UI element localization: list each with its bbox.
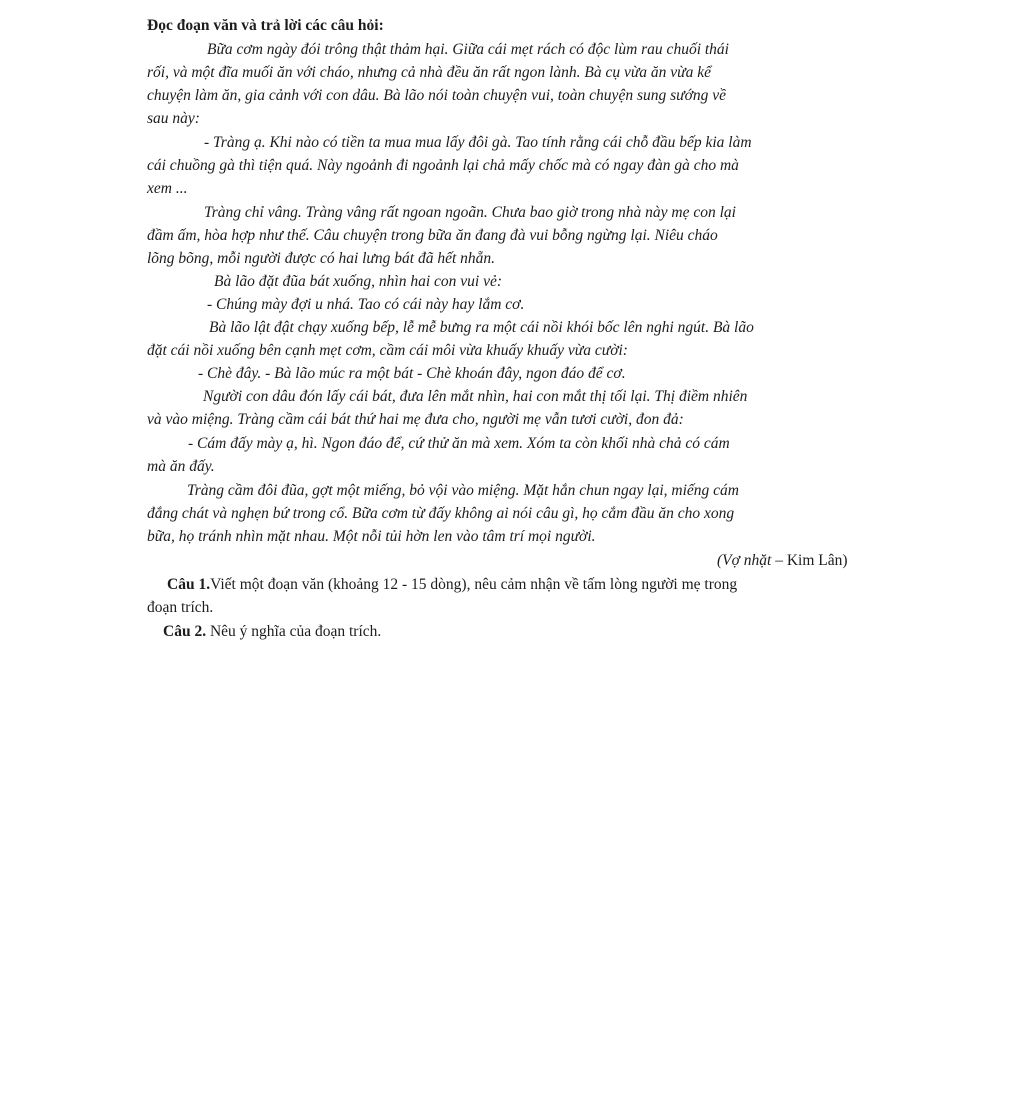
- passage-line: - Chúng mày đợi u nhá. Tao có cái này hay lắm cơ.: [207, 296, 525, 313]
- passage-line: Bà lão đặt đũa bát xuống, nhìn hai con vui vẻ:: [214, 273, 502, 290]
- question-2-text: Nêu ý nghĩa của đoạn trích.: [206, 623, 382, 640]
- passage-line: mà ăn đấy.: [147, 458, 215, 475]
- question-2: [163, 622, 381, 642]
- question-2-label: Câu 2.: [163, 623, 207, 640]
- source-title: (Vợ nhặt: [717, 552, 772, 569]
- question-1-continuation: đoạn trích.: [147, 599, 214, 616]
- question-1: [167, 575, 737, 595]
- source-citation: [717, 551, 848, 571]
- passage-line: đầm ấm, hòa hợp như thế. Câu chuyện trong bữa ăn đang đà vui bỗng ngừng lại. Niêu cháo: [147, 227, 718, 244]
- question-1-text: Viết một đoạn văn (khoảng 12 - 15 dòng), nêu cảm nhận về tấm lòng người mẹ trong: [210, 576, 738, 593]
- passage-line: cái chuồng gà thì tiện quá. Này ngoảnh đi ngoảnh lại chả mấy chốc mà có ngay đàn gà cho mà: [147, 157, 739, 174]
- passage-line: xem ...: [147, 180, 188, 197]
- passage-line: Bà lão lật đật chạy xuống bếp, lễ mễ bưng ra một cái nồi khói bốc lên nghi ngút. Bà lão: [209, 319, 754, 336]
- instruction-heading: Đọc đoạn văn và trả lời các câu hỏi:: [147, 17, 384, 34]
- passage-line: lõng bõng, mỗi người được có hai lưng bát đã hết nhẵn.: [147, 250, 496, 267]
- passage-line: - Cám đấy mày ạ, hì. Ngon đáo để, cứ thử ăn mà xem. Xóm ta còn khối nhà chả có cám: [188, 435, 730, 452]
- passage-line: - Tràng ạ. Khi nào có tiền ta mua mua lấy đôi gà. Tao tính rằng cái chỗ đầu bếp kia làm: [204, 134, 752, 151]
- passage-line: Người con dâu đón lấy cái bát, đưa lên mắt nhìn, hai con mắt thị tối lại. Thị điềm nhiên: [203, 388, 748, 405]
- passage-line: đắng chát và nghẹn bứ trong cổ. Bữa cơm từ đấy không ai nói câu gì, họ cắm đầu ăn cho xong: [147, 505, 735, 522]
- passage-line: bữa, họ tránh nhìn mặt nhau. Một nỗi tủi hờn len vào tâm trí mọi người.: [147, 528, 596, 545]
- passage-line: chuyện làm ăn, gia cảnh với con dâu. Bà lão nói toàn chuyện vui, toàn chuyện sung sướng về: [147, 87, 726, 104]
- source-author: – Kim Lân): [771, 552, 848, 569]
- passage-line: sau này:: [147, 110, 200, 127]
- passage-line: và vào miệng. Tràng cầm cái bát thứ hai mẹ đưa cho, người mẹ vẫn tươi cười, đon đả:: [147, 411, 684, 428]
- passage-line: Tràng cầm đôi đũa, gợt một miếng, bỏ vội vào miệng. Mặt hắn chun ngay lại, miếng cám: [187, 482, 739, 499]
- passage-line: Bữa cơm ngày đói trông thật thảm hại. Giữa cái mẹt rách có độc lùm rau chuối thái: [207, 41, 729, 58]
- passage-line: rối, và một đĩa muối ăn với cháo, nhưng cả nhà đều ăn rất ngon lành. Bà cụ vừa ăn vừa kể: [147, 64, 711, 81]
- passage-line: Tràng chỉ vâng. Tràng vâng rất ngoan ngoãn. Chưa bao giờ trong nhà này mẹ con lại: [204, 204, 736, 221]
- question-1-label: Câu 1.: [167, 576, 211, 593]
- passage-line: - Chè đây. - Bà lão múc ra một bát - Chè khoán đây, ngon đáo để cơ.: [198, 365, 626, 382]
- passage-line: đặt cái nồi xuống bên cạnh mẹt cơm, cầm cái môi vừa khuấy khuấy vừa cười:: [147, 342, 628, 359]
